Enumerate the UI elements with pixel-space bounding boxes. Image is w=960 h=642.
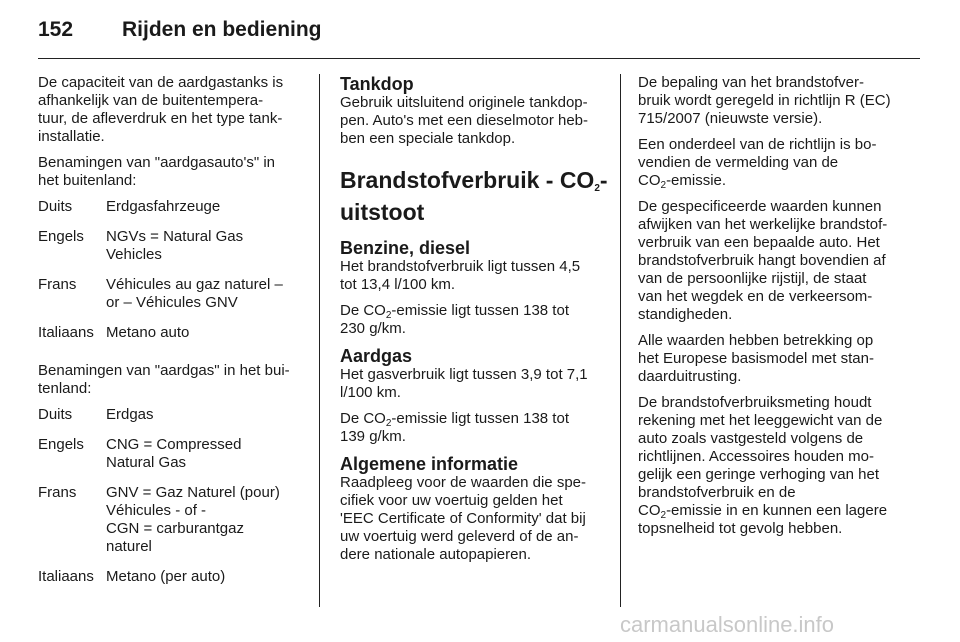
paragraph-aardgas-co2: De $CO_2$-emissie ligt tussen 138 tot 139 g/km. bbox=[340, 410, 569, 445]
table-row bbox=[38, 484, 310, 568]
language-cell: Engels bbox=[38, 436, 84, 453]
term-cell: Erdgas bbox=[106, 406, 154, 423]
language-cell: Duits bbox=[38, 198, 73, 215]
paragraph-vehicle-names-intro: Benamingen van "aardgasauto's" in het buitenland: bbox=[38, 154, 276, 189]
paragraph-benzine: Het brandstofverbruik ligt tussen 4,5 tot 13,4 l/100 km. bbox=[340, 258, 581, 293]
language-cell: Engels bbox=[38, 228, 84, 245]
paragraph-co2-mention: Een onderdeel van de richtlijn is bo- vendien de vermelding van de $CO_2$-emissie. bbox=[638, 136, 877, 191]
language-cell: Duits bbox=[38, 406, 73, 423]
paragraph-benzine-co2: De $CO_2$-emissie ligt tussen 138 tot 230 g/km. bbox=[340, 302, 569, 337]
heading-algemene-informatie: Algemene informatie bbox=[340, 454, 519, 474]
heading-tankdop: Tankdop bbox=[340, 74, 414, 94]
section-heading-fuel-consumption: Brandstofverbruik - $CO_2-$ uitstoot bbox=[340, 167, 608, 225]
table-row bbox=[38, 228, 310, 276]
watermark-text: carmanualsonline.info bbox=[620, 612, 835, 637]
paragraph-aardgas: Het gasverbruik ligt tussen 3,9 tot 7,1 l/100 km. bbox=[340, 366, 588, 401]
language-cell: Italiaans bbox=[38, 568, 94, 585]
page-title: Rijden en bediening bbox=[122, 18, 322, 41]
vehicle-names-table bbox=[38, 198, 310, 354]
term-cell: Véhicules au gaz naturel – or – Véhicules GNV bbox=[106, 276, 283, 311]
table-row bbox=[38, 276, 310, 324]
page-number: 152 bbox=[38, 18, 74, 41]
language-cell: Frans bbox=[38, 276, 77, 293]
language-cell: Frans bbox=[38, 484, 77, 501]
term-cell: Metano auto bbox=[106, 324, 190, 341]
table-row bbox=[38, 198, 310, 228]
header-divider bbox=[38, 58, 920, 59]
column-1 bbox=[38, 74, 310, 606]
column-divider-2 bbox=[620, 74, 621, 607]
term-cell: Erdgasfahrzeuge bbox=[106, 198, 221, 215]
paragraph-capacity: De capaciteit van de aardgastanks is afhankelijk van de buitentempera- tuur, de afleverdruk en het type tank- installatie. bbox=[38, 74, 284, 145]
heading-aardgas: Aardgas bbox=[340, 346, 413, 366]
paragraph-regulation: De bepaling van het brandstofver- bruik wordt geregeld in richtlijn R (EC) 715/2007 (nieuwste versie). bbox=[638, 74, 891, 127]
heading-benzine-diesel: Benzine, diesel bbox=[340, 238, 471, 258]
table-row bbox=[38, 436, 310, 484]
term-cell: NGVs = Natural Gas Vehicles bbox=[106, 228, 244, 263]
table-row bbox=[38, 406, 310, 436]
table-row bbox=[38, 568, 310, 598]
term-cell: CNG = Compressed Natural Gas bbox=[106, 436, 242, 471]
term-cell: Metano (per auto) bbox=[106, 568, 226, 585]
paragraph-gas-names-intro: Benamingen van "aardgas" in het bui- tenland: bbox=[38, 362, 290, 397]
paragraph-base-model: Alle waarden hebben betrekking op het Europese basismodel met stan- daarduitrusting. bbox=[638, 332, 874, 385]
term-cell: GNV = Gaz Naturel (pour) Véhicules - of - CGN = carburantgaz naturel bbox=[106, 484, 280, 555]
paragraph-algemene: Raadpleeg voor de waarden die spe- cifiek voor uw voertuig gelden het 'EEC Certificate of Conformity' dat bij uw voertuig werd geleverd of de an- dere nationale autopapieren. bbox=[340, 474, 586, 563]
column-2 bbox=[340, 74, 608, 572]
paragraph-tankdop: Gebruik uitsluitend originele tankdop- pen. Auto's met een dieselmotor heb- ben een speciale tankdop. bbox=[340, 94, 589, 147]
language-cell: Italiaans bbox=[38, 324, 94, 341]
column-divider-1 bbox=[319, 74, 320, 607]
gas-names-table bbox=[38, 406, 310, 598]
table-row bbox=[38, 324, 310, 354]
column-3 bbox=[638, 74, 914, 546]
paragraph-deviation: De gespecificeerde waarden kunnen afwijken van het werkelijke brandstof- verbruik van een bepaalde auto. Het brandstofverbruik hangt bovendien af van de persoonlijke rijstijl, de staat van het wegdek en de verkeersom- standigheden. bbox=[638, 198, 888, 323]
paragraph-measurement: De brandstofverbruiksmeting houdt rekening met het leeggewicht van de auto zoals vastgesteld volgens de richtlijnen. Accessoires houden mo- gelijk een geringe verhoging van het brandstofverbruik en de $CO_2$-emissie in en kunnen een lagere topsnelheid tot gevolg hebben. bbox=[638, 394, 888, 537]
